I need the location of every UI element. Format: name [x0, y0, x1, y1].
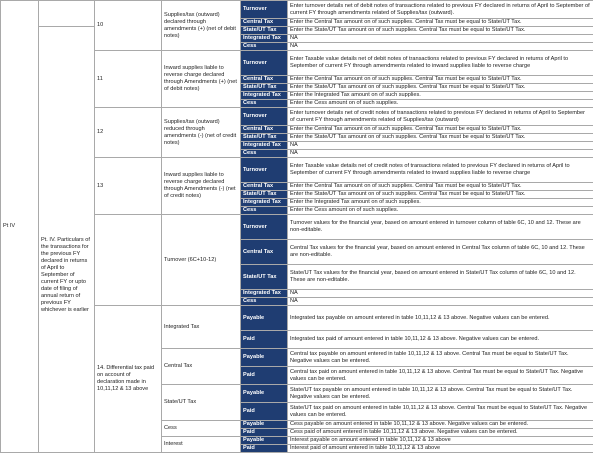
row-description: Central tax payable on amount entered in table 10,11,12 & 13 above. Central Tax must be equal to State/UT Tax. Negative values can be entered. — [288, 349, 593, 367]
row-label: Integrated Tax — [241, 290, 288, 298]
row-description: Enter the Integrated Tax amount on of such supplies. — [288, 199, 593, 207]
row-label: Payable — [241, 437, 288, 445]
row-description: Enter the Central Tax amount on of such supplies. Central Tax must be equal to State/UT Tax. — [288, 76, 593, 84]
row-label: Paid — [241, 331, 288, 349]
row-description: Enter turnover details net of credit notes of transactions related to previous FY declared in returns of April to September of current FY through amendments related of Supplies/tax (outward) — [288, 108, 593, 126]
row-description: Enter the Central Tax amount on of such supplies. Central Tax must be equal to State/UT Tax. — [288, 126, 593, 134]
row-label: State/UT Tax — [241, 265, 288, 290]
row-description: NA — [288, 298, 593, 306]
group-title: Supplies/tax (outward) declared through amendments (+) (net of debit notes) — [162, 1, 241, 51]
row-label: Integrated Tax — [241, 35, 288, 43]
row-label: Central Tax — [241, 76, 288, 84]
row-label: Paid — [241, 403, 288, 421]
row-description: Cess payable on amount entered in table 10,11,12 & 13 above. Negative values can be entered. — [288, 421, 593, 429]
part-heading: Pt. IV. Particulars of the transactions for the previous FY declared in returns of April to September of current FY or upto date of filing of annual return of previous FY whichever is earlier — [39, 27, 95, 453]
row-description: Enter turnover details net of debit notes of transactions related to previous FY declared in returns of April to September of current FY through amendments related of Supplies/tax (outward). — [288, 1, 593, 19]
row-label: Turnover — [241, 108, 288, 126]
row-label: Cess — [241, 298, 288, 306]
row-description: Enter Taxable value details net of debit notes of transactions related to previous FY declared in returns of April to September of current FY through amendments related to inward supplies liable to reverse charge — [288, 51, 593, 76]
group-number: 13 — [95, 158, 162, 215]
row-label: Cess — [241, 100, 288, 108]
group-number: 11 — [95, 51, 162, 108]
row-description: Enter the State/UT Tax amount on of such supplies. Central Tax must be equal to State/UT Tax. — [288, 84, 593, 92]
row-description: Turnover values for the financial year, based on amount entered in turnover column of table 6C, 10 and 12. These are non-editable. — [288, 215, 593, 240]
row-description: NA — [288, 290, 593, 298]
row-label: Turnover — [241, 1, 288, 19]
row-description: Interest paid of amount entered in table 10,11,12 & 13 above — [288, 445, 593, 453]
row-label: Central Tax — [241, 126, 288, 134]
row-label: Integrated Tax — [241, 199, 288, 207]
part-label-spacer — [39, 1, 95, 27]
row-description: Enter the State/UT Tax amount on of such supplies. Central Tax must be equal to State/UT Tax. — [288, 134, 593, 142]
group-title: Inward supplies liable to reverse charge declared through Amendments (+) (net of debit notes) — [162, 51, 241, 108]
row-label: Turnover — [241, 158, 288, 183]
diff-subgroup-name: State/UT Tax — [162, 385, 241, 421]
row-description: Enter the Cess amount on of such supplies. — [288, 207, 593, 215]
row-description: State/UT Tax values for the financial year, based on amount entered in State/UT Tax column of table 6C, 10 and 12. These are non-editable. — [288, 265, 593, 290]
row-label: Central Tax — [241, 19, 288, 27]
row-label: Cess — [241, 207, 288, 215]
row-description: NA — [288, 150, 593, 158]
row-label: Payable — [241, 349, 288, 367]
row-description: Enter the Integrated Tax amount on of such supplies. — [288, 92, 593, 100]
row-label: Payable — [241, 385, 288, 403]
row-description: NA — [288, 35, 593, 43]
row-label: Paid — [241, 429, 288, 437]
row-description: Enter the State/UT Tax amount on of such supplies. Central Tax must be equal to State/UT Tax. — [288, 27, 593, 35]
row-label: Paid — [241, 367, 288, 385]
group-number: 10 — [95, 1, 162, 51]
diff-subgroup-name: Interest — [162, 437, 241, 453]
diff-subgroup-name: Central Tax — [162, 349, 241, 385]
group-title: Turnover (6C+10-12) — [162, 215, 241, 306]
row-label: Turnover — [241, 51, 288, 76]
row-description: Central tax paid on amount entered in table 10,11,12 & 13 above. Central Tax must be equal to State/UT Tax. Negative values can be entered. — [288, 367, 593, 385]
row-label: Payable — [241, 421, 288, 429]
part-label: Pt IV — [1, 1, 39, 453]
row-description: Cess paid of amount entered in table 10,11,12 & 13 above. Negative values can be entered. — [288, 429, 593, 437]
row-description: Integrated tax paid of amount entered in table 10,11,12 & 13 above. Negative values can be entered. — [288, 331, 593, 349]
row-description: Central Tax values for the financial year, based on amount entered in Central Tax column of table 6C, 10 and 12. These are non-editable. — [288, 240, 593, 265]
row-label: State/UT Tax — [241, 134, 288, 142]
row-label: Turnover — [241, 215, 288, 240]
row-description: NA — [288, 43, 593, 51]
row-label: Paid — [241, 445, 288, 453]
row-label: Cess — [241, 43, 288, 51]
row-description: Integrated tax payable on amount entered in table 10,11,12 & 13 above. Negative values can be entered. — [288, 306, 593, 331]
row-description: Enter the Cess amount on of such supplies. — [288, 100, 593, 108]
row-description: Enter the Central Tax amount on of such supplies. Central Tax must be equal to State/UT Tax. — [288, 19, 593, 27]
diff-subgroup-name: Cess — [162, 421, 241, 437]
row-label: Cess — [241, 150, 288, 158]
row-label: Integrated Tax — [241, 92, 288, 100]
row-description: State/UT tax payable on amount entered in table 10,11,12 & 13 above. Central Tax must be equal to State/UT Tax. Negative values can be entered. — [288, 385, 593, 403]
row-label: Integrated Tax — [241, 142, 288, 150]
row-description: Enter the State/UT Tax amount on of such supplies. Central Tax must be equal to State/UT Tax. — [288, 191, 593, 199]
row-description: Interest payable on amount entered in table 10,11,12 & 13 above — [288, 437, 593, 445]
diff-subgroup-name: Integrated Tax — [162, 306, 241, 349]
row-label: Central Tax — [241, 183, 288, 191]
row-description: State/UT tax paid on amount entered in table 10,11,12 & 13 above. Central Tax must be equal to State/UT Tax. Negative values can be entered. — [288, 403, 593, 421]
row-label: State/UT Tax — [241, 191, 288, 199]
group-title: Supplies/tax (outward) reduced through amendments (-) (net of credit notes) — [162, 108, 241, 158]
row-label: State/UT Tax — [241, 84, 288, 92]
group-number: 12 — [95, 108, 162, 158]
row-description: Enter the Central Tax amount on of such supplies. Central Tax must be equal to State/UT Tax. — [288, 183, 593, 191]
row-label: Payable — [241, 306, 288, 331]
row-label: State/UT Tax — [241, 27, 288, 35]
group-title: Inward supplies liable to reverse charge declared through Amendments (-) (net of credit notes) — [162, 158, 241, 215]
row-description: NA — [288, 142, 593, 150]
row-label: Central Tax — [241, 240, 288, 265]
group-number — [95, 215, 162, 306]
diff-title: 14. Differential tax paid on account of declaration made in 10,11,12 & 13 above — [95, 306, 162, 453]
row-description: Enter Taxable value details net of credit notes of transactions related to previous FY declared in returns of April to September of current FY through amendments related to inward supplies liable to reverse charge — [288, 158, 593, 183]
